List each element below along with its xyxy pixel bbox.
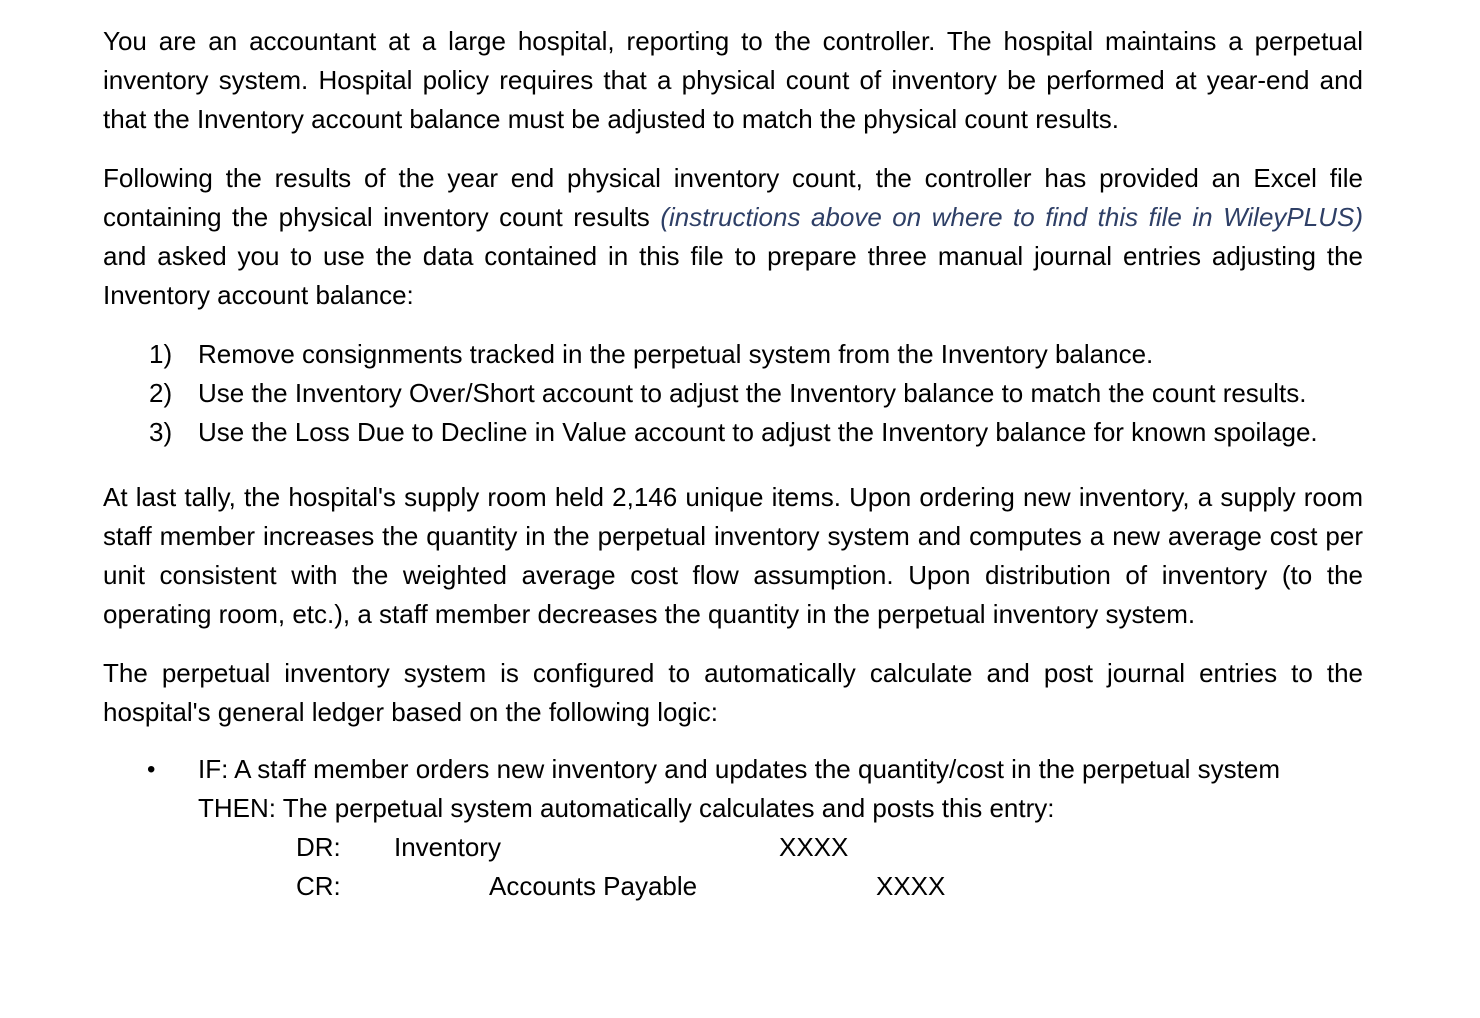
debit-account: Inventory: [394, 832, 501, 862]
list-item-number: 1): [149, 339, 173, 369]
wileyplus-instructions-note: (instructions above on where to find this file in WileyPLUS): [660, 202, 1363, 232]
credit-account: Accounts Payable: [489, 871, 698, 901]
list-item: [103, 374, 1363, 413]
list-item-number: 2): [149, 378, 173, 408]
list-item-number: 3): [149, 417, 173, 447]
list-item-text: Use the Loss Due to Decline in Value account to adjust the Inventory balance for known spoilage.: [198, 417, 1318, 447]
list-item: [103, 413, 1363, 452]
journal-entry-task-list: [103, 335, 1363, 452]
instructions-text-end: and asked you to use the data contained in this file to prepare three manual journal entries adjusting the Inventory account balance:: [103, 241, 1363, 310]
logic-rule-bullet: [103, 750, 1363, 906]
instructions-text-start: Following the results of the year end physical inventory count, the controller has provided an Excel file containing the physical inventory count results: [103, 163, 1363, 232]
if-condition-line: IF: A staff member orders new inventory and updates the quantity/cost in the perpetual system: [198, 754, 1280, 784]
debit-amount: XXXX: [779, 832, 849, 862]
list-item: [103, 335, 1363, 374]
credit-entry-row: [198, 867, 1363, 906]
list-item-text: Use the Inventory Over/Short account to adjust the Inventory balance to match the count results.: [198, 378, 1307, 408]
debit-label: DR:: [296, 832, 341, 862]
supply-room-paragraph: At last tally, the hospital's supply room held 2,146 unique items. Upon ordering new inventory, a supply room staff member increases the quantity in the perpetual inventory system and computes a new average cost per unit consistent with the weighted average cost flow assumption. Upon distribution of inventory (to the operating room, etc.), a staff member decreases the quantity in the perpetual inventory system.: [103, 482, 1363, 629]
list-item-text: Remove consignments tracked in the perpetual system from the Inventory balance.: [198, 339, 1154, 369]
debit-entry-row: [198, 828, 1363, 867]
credit-label: CR:: [296, 871, 341, 901]
bullet-icon: •: [147, 756, 156, 783]
system-logic-paragraph: The perpetual inventory system is configured to automatically calculate and post journal entries to the hospital's general ledger based on the following logic:: [103, 658, 1363, 727]
credit-amount: XXXX: [876, 871, 946, 901]
document-body: [103, 22, 1363, 906]
instructions-paragraph: [103, 159, 1363, 315]
intro-paragraph: You are an accountant at a large hospital, reporting to the controller. The hospital maintains a perpetual inventory system. Hospital policy requires that a physical count of inventory be performed at year-end and that the Inventory account balance must be adjusted to match the physical count results.: [103, 26, 1363, 134]
then-action-line: THEN: The perpetual system automatically calculates and posts this entry:: [198, 793, 1055, 823]
